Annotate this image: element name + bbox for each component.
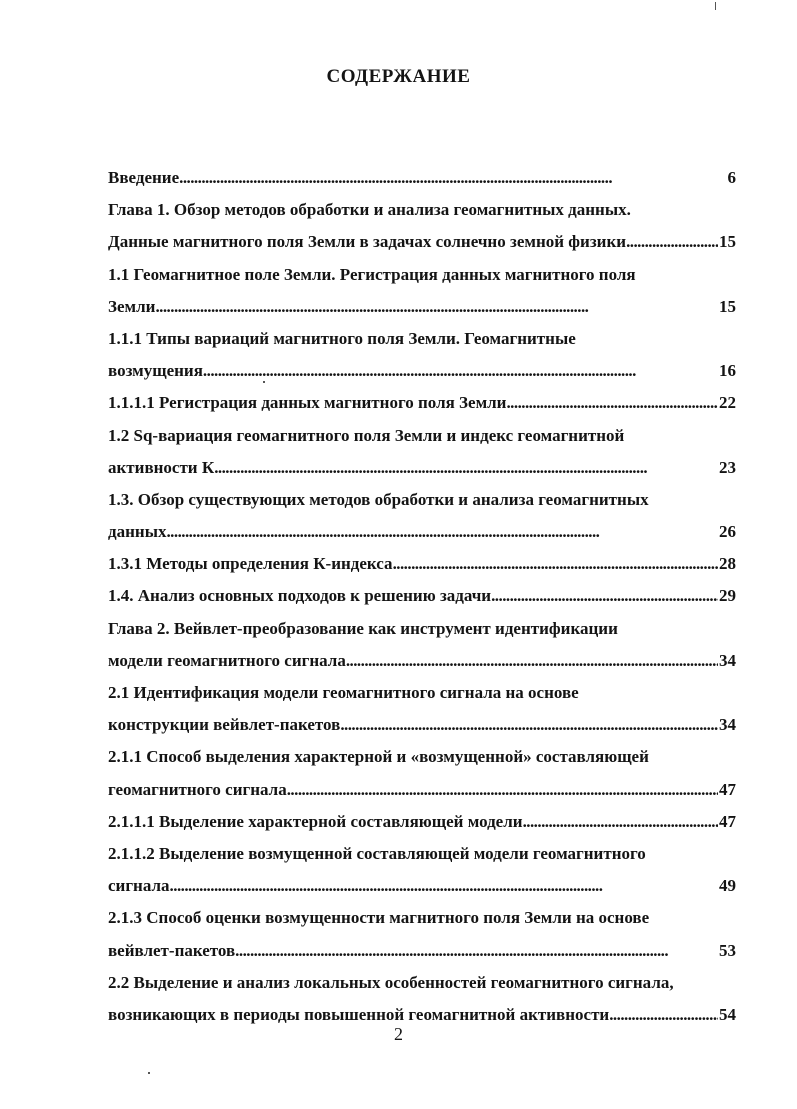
toc-entry-text: Глава 2. Вейвлет-преобразование как инструмент идентификации [108,618,618,638]
toc-page-number: 47 [719,811,736,831]
toc-entry-text: вейвлет-пакетов [108,940,236,960]
page-number: 2 [394,1024,403,1044]
toc-entry-text: активности К [108,457,215,477]
toc-entry-text: 1.1.1 Типы вариаций магнитного поля Земли. Геомагнитные [108,328,576,348]
toc-entry-text: 2.1 Идентификация модели геомагнитного сигнала на основе [108,683,579,702]
toc-entry [108,774,736,806]
toc-entry [108,806,736,838]
toc-entry [108,387,736,419]
page-title: СОДЕРЖАНИЕ [326,66,471,87]
dot-leader [287,774,718,806]
toc-page-number: 15 [719,296,736,316]
toc-entry-text: геомагнитного сигнала [108,779,287,799]
dot-leader [506,387,718,419]
toc-page-number: 54 [719,1004,736,1024]
toc-entry-text: данных [108,522,167,542]
dot-leader [170,870,718,902]
dot-leader [626,226,718,258]
dot-leader [214,452,718,484]
toc-entry [108,516,736,548]
table-of-contents [108,162,736,1031]
toc-entry [108,645,736,677]
toc-entry [108,870,736,902]
toc-entry [108,548,736,580]
toc-entry-line [108,677,736,709]
toc-page-number: 34 [719,650,736,670]
toc-entry-line [108,194,736,226]
toc-entry-text: возникающих в периоды повышенной геомагнитной активности [108,1004,610,1024]
toc-entry-line [108,613,736,645]
toc-entry [108,355,736,387]
toc-page-number: 26 [719,522,736,542]
dot-leader [491,580,718,612]
toc-entry-line [108,259,736,291]
toc-entry [108,935,736,967]
toc-entry-line [108,902,736,934]
toc-page-number: 16 [719,361,736,381]
toc-entry-text: 1.1.1.1 Регистрация данных магнитного поля Земли [108,393,507,413]
toc-entry-text: модели геомагнитного сигнала [108,650,346,670]
toc-entry-text: 1.4. Анализ основных подходов к решению задачи [108,586,492,606]
toc-page-number: 15 [719,232,736,252]
toc-page-number: 47 [719,779,736,799]
toc-entry-text: 1.2 Sq-вариация геомагнитного поля Земли и индекс геомагнитной [108,425,625,445]
toc-entry-text: сигнала [108,876,170,896]
dot-leader [393,548,718,580]
toc-entry [108,226,736,258]
toc-entry-line [108,967,736,999]
dot-leader [155,291,718,323]
dot-leader [523,806,718,838]
toc-entry-line [108,323,736,355]
toc-entry-line [108,741,736,773]
toc-entry-text: Глава 1. Обзор методов обработки и анализа геомагнитных данных. [108,200,631,220]
toc-page-number: 23 [719,457,736,477]
dot-leader [235,935,718,967]
toc-entry-text: конструкции вейвлет-пакетов [108,715,341,735]
dot-leader [179,162,726,194]
toc-entry-text: 2.2 Выделение и анализ локальных особенностей геомагнитного сигнала, [108,972,674,992]
dot-leader [166,516,718,548]
toc-page-number: 53 [719,940,736,960]
toc-entry-text: 1.3. Обзор существующих методов обработки и анализа геомагнитных [108,489,649,509]
toc-entry-text: Данные магнитного поля Земли в задачах солнечно земной физики [108,232,627,252]
dot-leader [340,709,718,741]
toc-entry [108,709,736,741]
toc-entry-text: возмущения [108,361,203,381]
toc-entry-line [108,484,736,516]
toc-page-number: 6 [727,168,736,187]
toc-entry-text: 2.1.1.2 Выделение возмущенной составляющей модели геомагнитного [108,843,646,863]
toc-page-number: 34 [719,715,736,735]
toc-entry-text: 2.1.1 Способ выделения характерной и «возмущенной» составляющей [108,747,649,767]
toc-page-number: 22 [719,393,736,413]
toc-entry [108,291,736,323]
toc-entry [108,580,736,612]
toc-entry-text: 2.1.3 Способ оценки возмущенности магнитного поля Земли на основе [108,908,650,928]
toc-page-number: 49 [719,876,736,896]
toc-entry-text: 2.1.1.1 Выделение характерной составляющей модели [108,811,523,831]
toc-entry-text: Введение [108,168,180,187]
toc-page-number: 28 [719,554,736,574]
toc-entry-text: 1.1 Геомагнитное поле Земли. Регистрация данных магнитного поля [108,264,636,284]
toc-entry-text: 1.3.1 Методы определения К-индекса [108,554,393,574]
toc-entry [108,162,736,194]
toc-entry-text: Земли [108,296,156,316]
toc-entry [108,452,736,484]
toc-entry-line [108,420,736,452]
dot-leader [203,355,718,387]
toc-page-number: 29 [719,586,736,606]
dot-leader [346,645,718,677]
toc-entry-line [108,838,736,870]
